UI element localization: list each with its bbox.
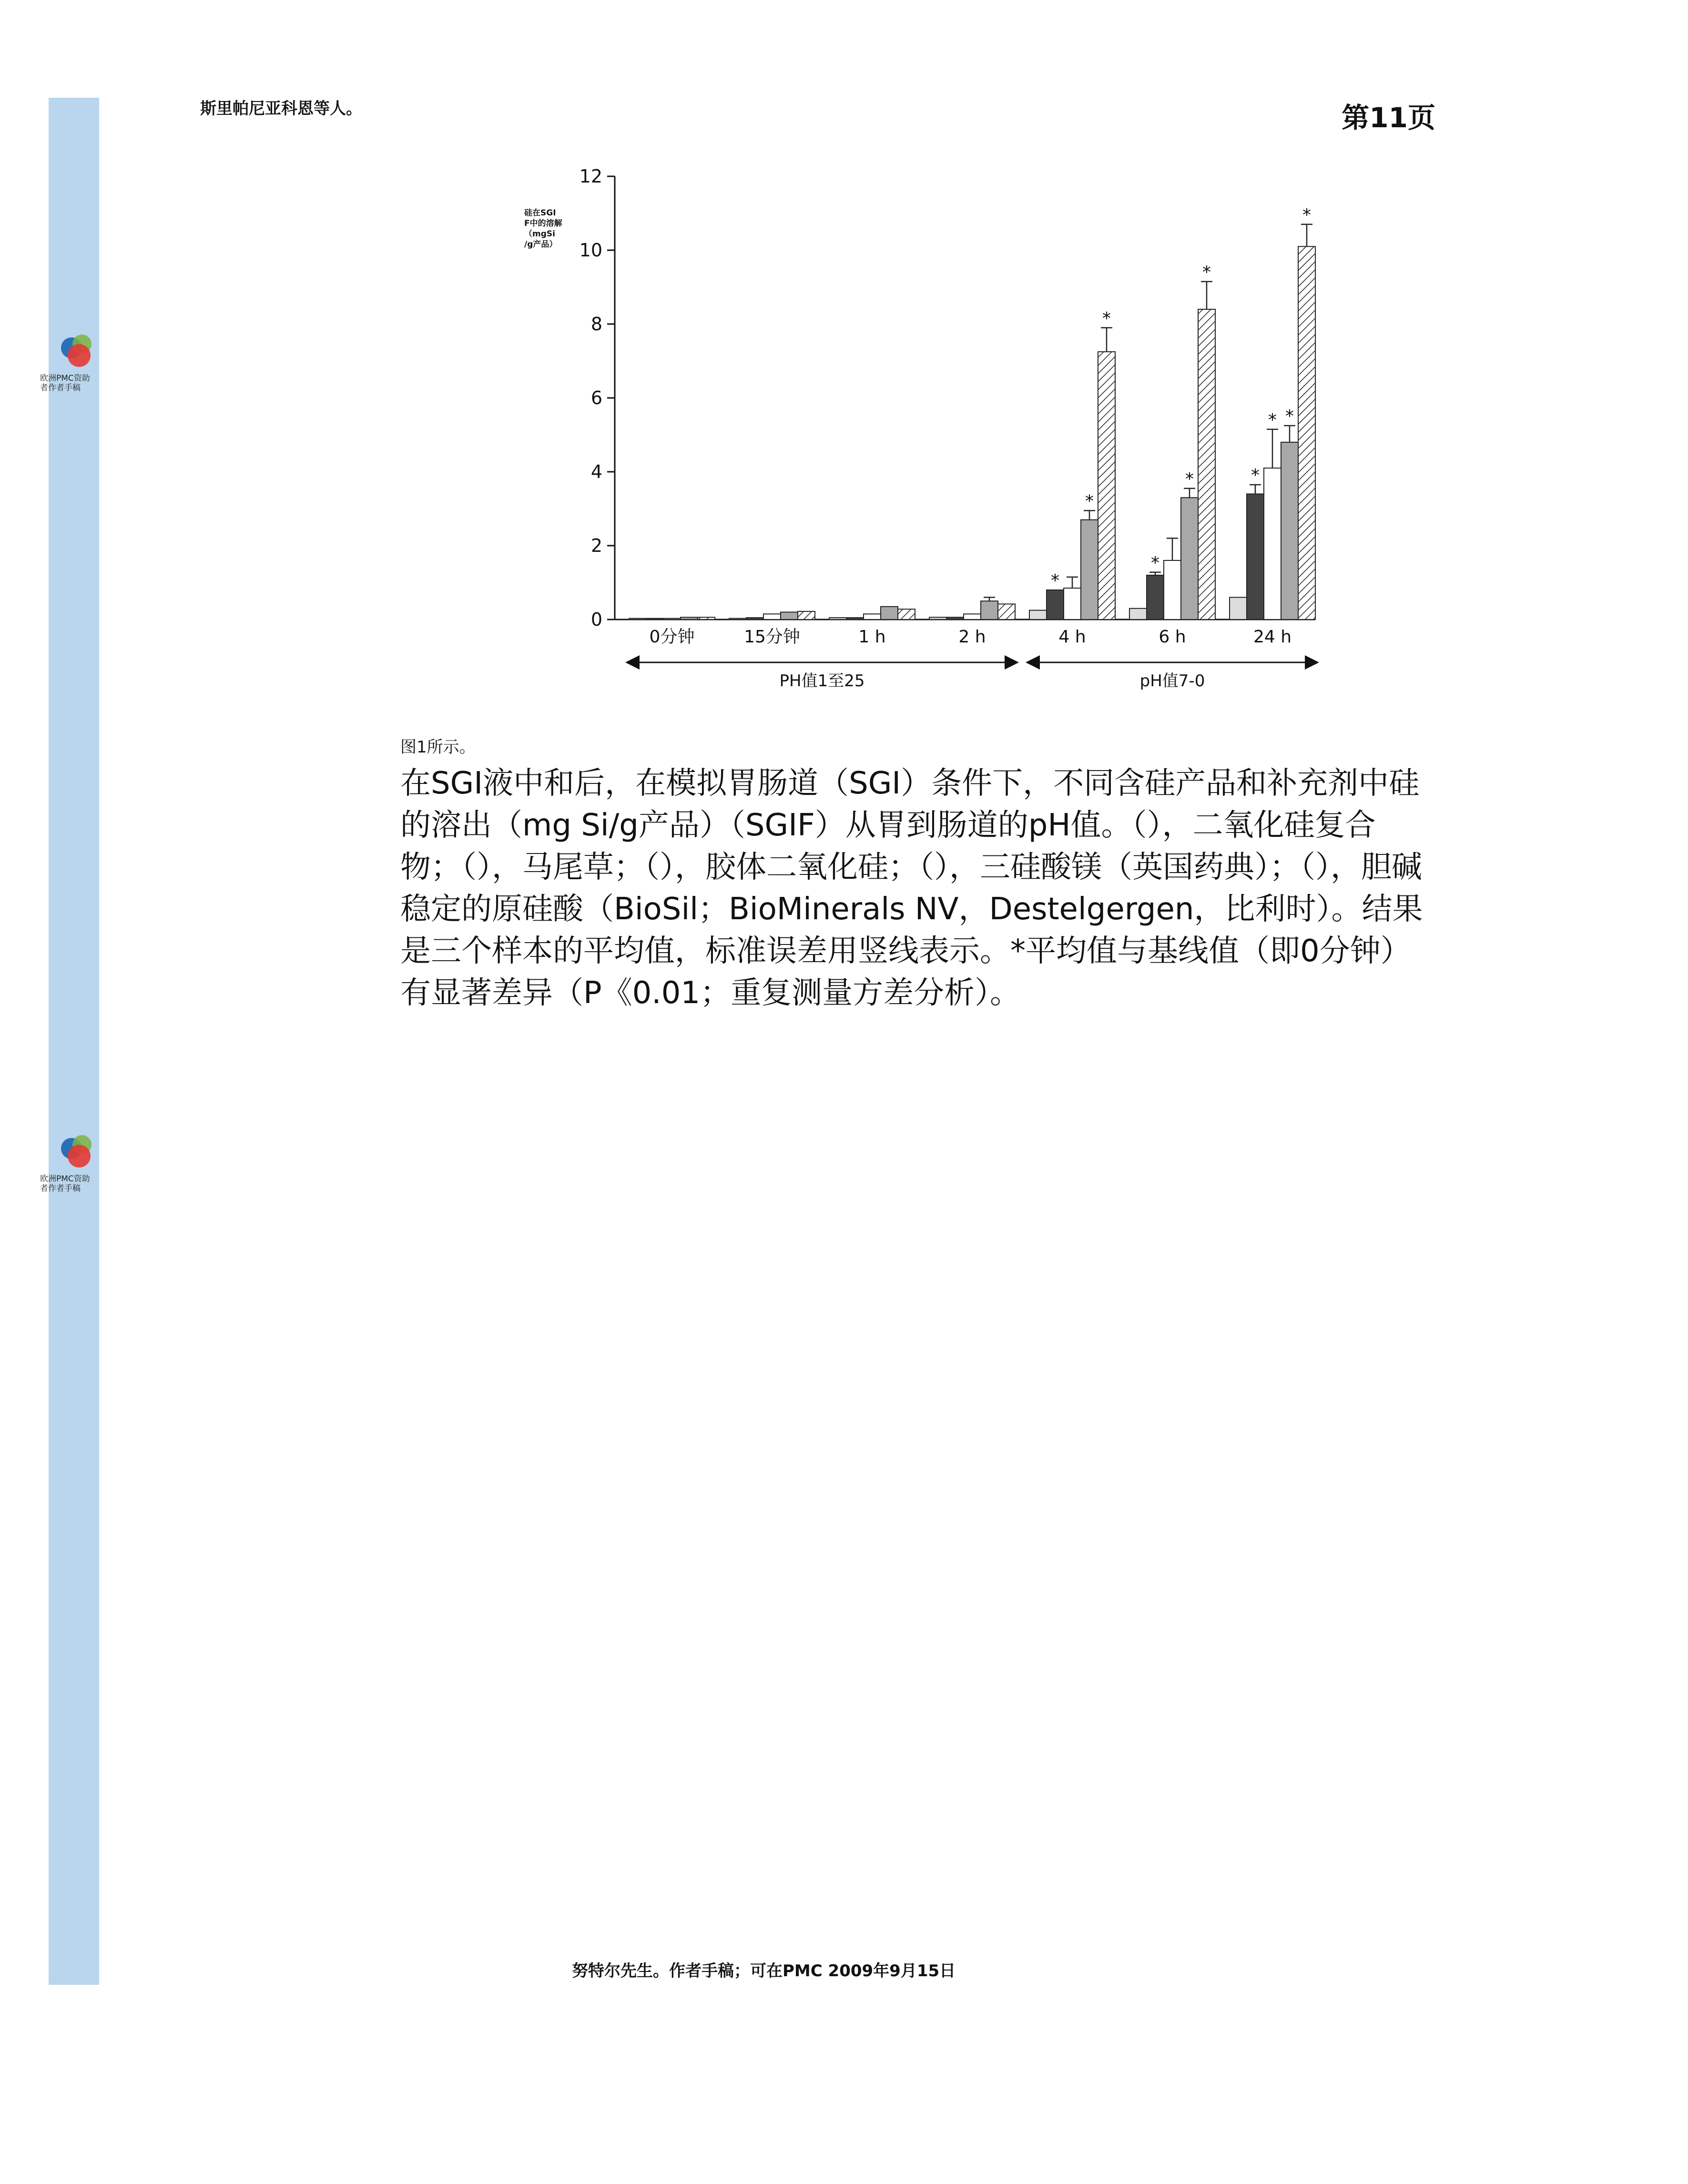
page-number: 第11页 xyxy=(1342,102,1435,134)
bar xyxy=(798,611,815,620)
running-header-authors: 斯里帕尼亚科恩等人。 xyxy=(200,99,362,118)
bar xyxy=(898,609,915,620)
x-tick-label: 24 h xyxy=(1253,627,1292,647)
bar xyxy=(1147,575,1164,620)
bar xyxy=(864,614,881,620)
x-tick-label: 2 h xyxy=(958,627,986,647)
x-tick-label: 1 h xyxy=(858,627,886,647)
significance-marker: * xyxy=(1085,491,1094,511)
bar xyxy=(1298,246,1315,620)
bar xyxy=(646,619,663,620)
bar xyxy=(629,619,646,620)
y-axis-label-line: （mgSi xyxy=(524,229,555,239)
bar xyxy=(1029,610,1047,620)
significance-marker: * xyxy=(1251,466,1260,486)
bar xyxy=(729,619,746,620)
bar xyxy=(746,618,763,620)
y-tick-label: 12 xyxy=(579,166,602,187)
bar xyxy=(1181,498,1198,620)
bar xyxy=(1098,352,1115,620)
pmc-badge-top xyxy=(40,334,96,393)
pmc-logo-icon xyxy=(53,334,96,372)
bar xyxy=(1081,520,1098,620)
ph-range-label: PH值1至25 xyxy=(779,671,865,691)
y-tick-label: 0 xyxy=(590,609,602,630)
y-tick-label: 4 xyxy=(590,461,602,482)
bar xyxy=(998,604,1015,620)
dissolution-bar-chart xyxy=(500,162,1339,710)
y-tick-label: 10 xyxy=(579,240,602,261)
bar xyxy=(681,617,698,620)
significance-marker: * xyxy=(1102,308,1111,328)
significance-marker: * xyxy=(1302,205,1311,225)
y-axis-label-line: 硅在SGI xyxy=(524,208,556,218)
bar xyxy=(781,612,798,620)
bar xyxy=(1164,560,1181,620)
bar xyxy=(1129,609,1147,620)
bar xyxy=(763,614,781,620)
bar xyxy=(1247,494,1264,620)
y-tick-label: 2 xyxy=(590,535,602,556)
bar xyxy=(663,619,681,620)
bar xyxy=(1264,468,1281,620)
bar xyxy=(881,607,898,620)
bar xyxy=(1281,442,1298,620)
significance-marker: * xyxy=(1285,406,1294,427)
figure-caption: 在SGI液中和后，在模拟胃肠道（SGI）条件下，不同含硅产品和补充剂中硅的溶出（mg Si/g产品）（SGIF）从胃到肠道的pH值。（），二氧化硅复合物；（），马尾草；（），胶体二氧化硅；（），三硅酸镁（英国药典）；（），胆碱稳定的原硅酸（BioSil；BioMinerals NV，Destelgergen，比利时）。结果是三个样本的平均值，标准误差用竖线表示。*平均值与基线值（即0分钟）有显著差异（P《0.01；重复测量方差分析）。 xyxy=(400,766,1423,1011)
significance-marker: * xyxy=(1151,553,1159,573)
bar xyxy=(929,617,946,620)
bar xyxy=(1198,309,1215,620)
bar xyxy=(1047,590,1064,620)
significance-marker: * xyxy=(1202,262,1211,282)
significance-marker: * xyxy=(1268,410,1277,430)
bar xyxy=(981,601,998,620)
x-tick-label: 15分钟 xyxy=(744,627,800,647)
ph-range-label: pH值7-0 xyxy=(1139,671,1205,691)
y-tick-label: 8 xyxy=(590,314,602,335)
x-tick-label: 0分钟 xyxy=(649,627,695,647)
x-tick-label: 6 h xyxy=(1159,627,1186,647)
bar xyxy=(846,618,864,620)
manuscript-footer: 努特尔先生。作者手稿；可在PMC 2009年9月15日 xyxy=(572,1961,956,1981)
y-axis-label-line: F中的溶解 xyxy=(524,219,562,228)
x-tick-label: 4 h xyxy=(1058,627,1086,647)
y-axis-label-line: /g产品） xyxy=(524,240,558,249)
bar xyxy=(1230,598,1247,620)
figure-label: 图1所示。 xyxy=(400,738,476,757)
bar xyxy=(829,618,846,620)
bar xyxy=(964,614,981,620)
bar xyxy=(946,617,964,620)
bar xyxy=(698,617,715,620)
significance-marker: * xyxy=(1185,469,1194,489)
bar xyxy=(1064,588,1081,620)
pmc-badge-text: 欧洲PMC资助者作者手稿 xyxy=(40,1174,90,1193)
pmc-badge-text: 欧洲PMC资助者作者手稿 xyxy=(40,374,90,393)
significance-marker: * xyxy=(1051,571,1059,590)
pmc-badge-bottom xyxy=(40,1134,96,1193)
pmc-logo-icon xyxy=(53,1134,96,1172)
y-tick-label: 6 xyxy=(590,387,602,408)
y-axis-label xyxy=(524,208,563,249)
